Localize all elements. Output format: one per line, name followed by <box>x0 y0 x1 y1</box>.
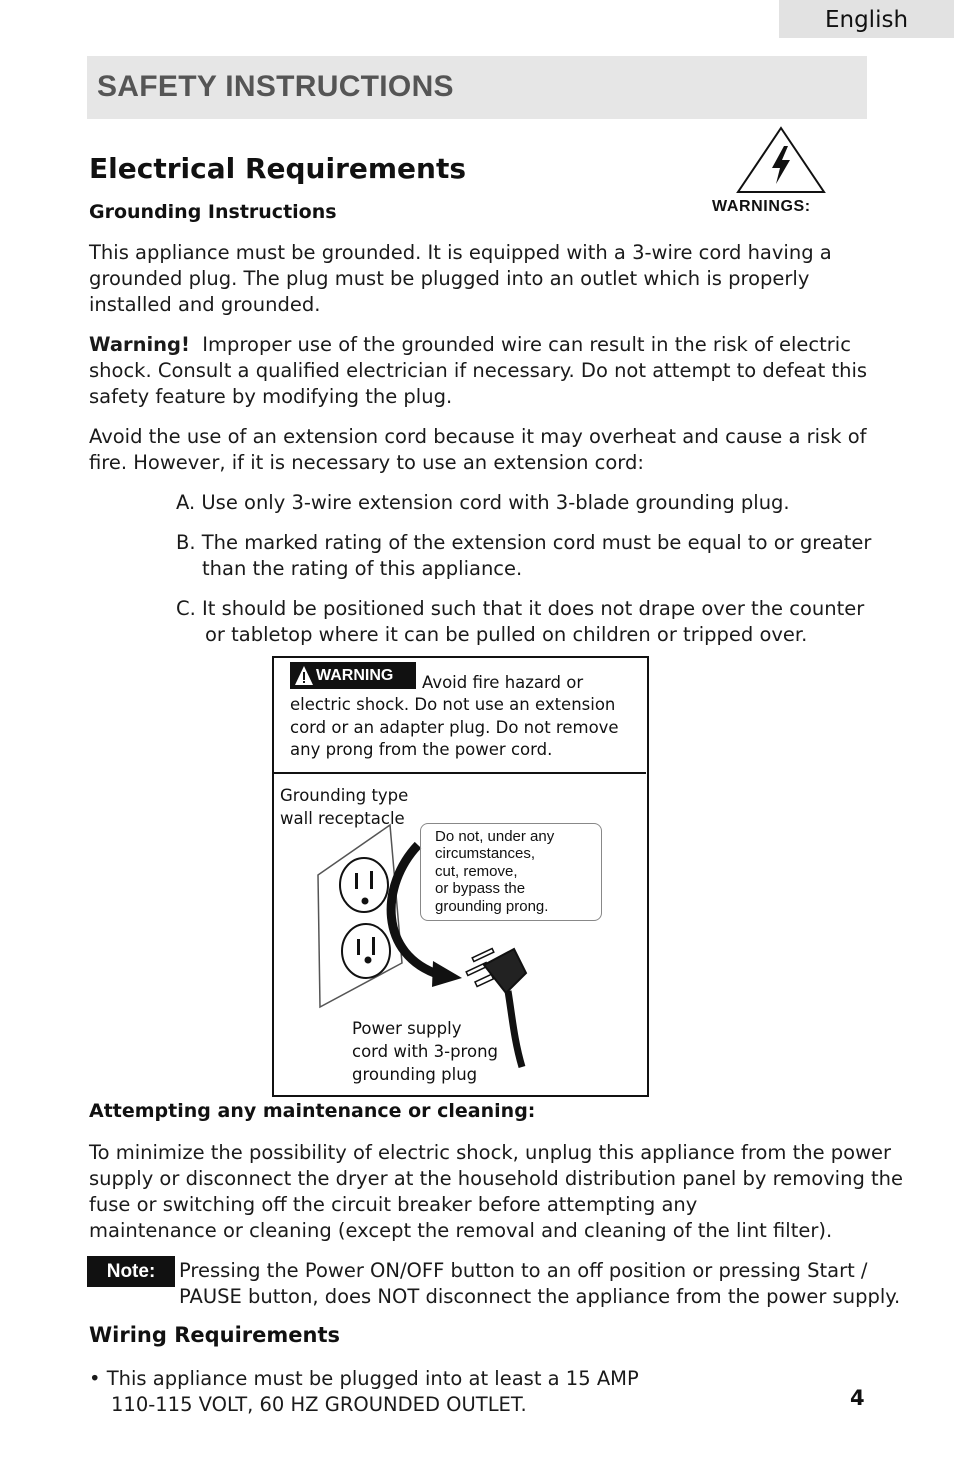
maintenance-line: supply or disconnect the dryer at the household distribution panel by removing the <box>89 1167 904 1190</box>
callout-line: circumstances, <box>435 845 536 863</box>
electrical-hazard-icon <box>736 126 826 194</box>
list-item-text: A. Use only 3-wire extension cord with 3-blade grounding plug. <box>176 491 790 514</box>
note-line: Pressing the Power ON/OFF button to an off position or pressing Start / <box>179 1259 868 1282</box>
bullet: • <box>89 1367 101 1390</box>
list-item-continuation: than the rating of this appliance. <box>202 557 523 580</box>
cord-label: Power supply <box>352 1019 462 1038</box>
list-item-text: B. The marked rating of the extension cord must be equal to or greater <box>176 531 872 554</box>
grounding-paragraph: This appliance must be grounded. It is equipped with a 3-wire cord having a grounded plug. The plug must be plugged into an outlet which is properly installed and grounded. <box>89 241 832 316</box>
list-item <box>176 490 876 516</box>
banner-title: SAFETY INSTRUCTIONS <box>97 70 454 103</box>
note-badge: Note: <box>87 1256 175 1287</box>
note-line: PAUSE button, does NOT disconnect the appliance from the power supply. <box>179 1285 901 1308</box>
cord-label: grounding plug <box>352 1065 478 1084</box>
callout-line: Do not, under any <box>435 828 555 845</box>
figure-divider <box>274 772 646 774</box>
wiring-list-item <box>89 1366 879 1418</box>
list-item <box>176 596 876 648</box>
receptacle-label: Grounding type <box>280 786 409 805</box>
callout-line: or bypass the <box>435 880 526 898</box>
list-item-text: C. It should be positioned such that it does not drape over the counter <box>176 597 865 620</box>
maintenance-line: maintenance or cleaning (except the removal and cleaning of the lint filter). <box>89 1219 833 1242</box>
extension-cord-paragraph: Avoid the use of an extension cord because it may overheat and cause a risk of fire. However, if it is necessary to use an extension cord: <box>89 425 867 474</box>
page-number: 4 <box>850 1386 865 1410</box>
figure-warning-line: cord or an adapter plug. Do not remove <box>290 718 619 737</box>
figure-warning-line: any prong from the power cord. <box>290 740 553 759</box>
wiring-line: This appliance must be plugged into at least a 15 AMP <box>106 1367 639 1390</box>
warning-paragraph <box>89 332 879 410</box>
warning-badge-label: WARNING <box>316 667 394 684</box>
callout-line: grounding prong. <box>435 897 549 915</box>
wiring-line: 110-115 VOLT, 60 HZ GROUNDED OUTLET. <box>111 1393 527 1416</box>
language-tab: English <box>779 0 954 38</box>
maintenance-line: fuse or switching off the circuit breaker before attempting any <box>89 1193 698 1216</box>
figure-warning-line: electric shock. Do not use an extension <box>290 695 616 714</box>
note-text <box>179 1258 909 1310</box>
cord-label: cord with 3-prong <box>352 1042 499 1061</box>
list-item-continuation: or tabletop where it can be pulled on children or tripped over. <box>205 623 808 646</box>
warning-label: Warning! <box>89 333 190 356</box>
grounding-heading: Grounding Instructions <box>89 201 337 223</box>
wiring-heading: Wiring Requirements <box>89 1323 341 1347</box>
warnings-label: WARNINGS: <box>712 198 811 215</box>
maintenance-heading: Attempting any maintenance or cleaning: <box>89 1100 536 1122</box>
warning-triangle-icon <box>294 665 314 686</box>
callout-text <box>435 828 597 915</box>
figure-warning-line: Avoid fire hazard or <box>422 673 584 692</box>
page-heading: Electrical Requirements <box>89 152 467 185</box>
warning-text: Improper use of the grounded wire can result in the risk of electric shock. Consult a qualified electrician if necessary. Do not attempt to defeat this safety feature by modifying the plug. <box>89 333 868 408</box>
callout-line: cut, remove, <box>435 862 518 880</box>
receptacle-label: wall receptacle <box>280 809 405 828</box>
list-item <box>176 530 876 582</box>
maintenance-line: To minimize the possibility of electric shock, unplug this appliance from the power <box>89 1141 892 1164</box>
warning-badge <box>290 662 416 689</box>
maintenance-paragraph <box>89 1140 909 1244</box>
